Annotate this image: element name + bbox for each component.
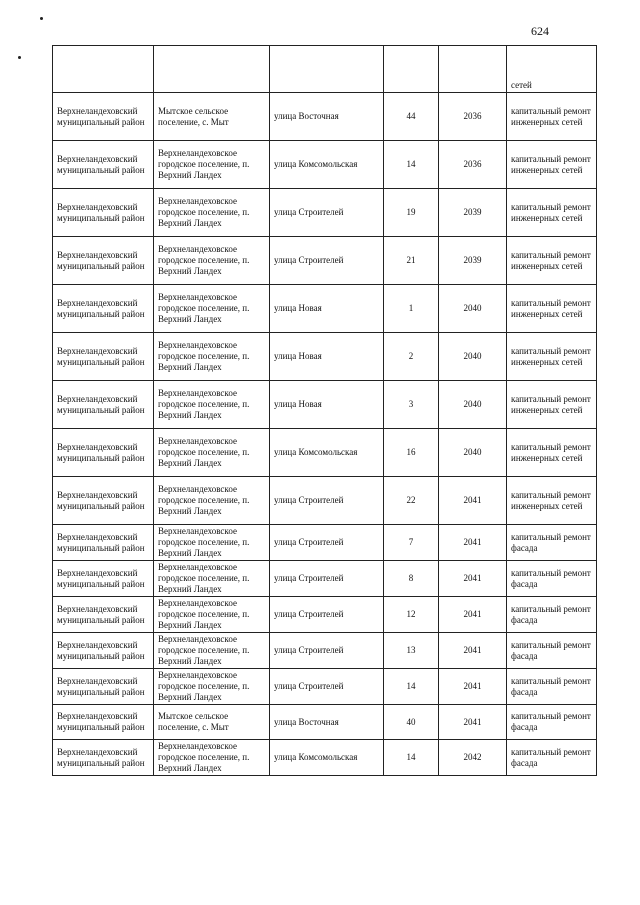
cell-year: 2041 bbox=[439, 633, 507, 669]
cell-work-type: капитальный ремонт фасада bbox=[507, 561, 597, 597]
cell-settlement: Мытское сельское поселение, с. Мыт bbox=[154, 93, 270, 141]
cell-street: улица Восточная bbox=[270, 93, 384, 141]
cell-district: Верхнеландеховский муниципальный район bbox=[53, 477, 154, 525]
cell-house-number: 13 bbox=[384, 633, 439, 669]
cell-settlement: Верхнеландеховское городское поселение, п. Верхний Ландех bbox=[154, 561, 270, 597]
cell-house-number: 8 bbox=[384, 561, 439, 597]
cell-settlement: Верхнеландеховское городское поселение, п. Верхний Ландех bbox=[154, 381, 270, 429]
cell-street: улица Восточная bbox=[270, 705, 384, 740]
table-row bbox=[53, 333, 597, 381]
cell-house-number: 14 bbox=[384, 740, 439, 776]
table-row bbox=[53, 237, 597, 285]
cell-year: 2041 bbox=[439, 705, 507, 740]
cell-work-type: капитальный ремонт фасада bbox=[507, 525, 597, 561]
cell-year: 2040 bbox=[439, 333, 507, 381]
cell-street: улица Новая bbox=[270, 333, 384, 381]
cell-house-number: 1 bbox=[384, 285, 439, 333]
cell-district: Верхнеландеховский муниципальный район bbox=[53, 381, 154, 429]
cell-house-number: 14 bbox=[384, 669, 439, 705]
table-row bbox=[53, 141, 597, 189]
table-row bbox=[53, 561, 597, 597]
cell-year: 2041 bbox=[439, 561, 507, 597]
table-row bbox=[53, 189, 597, 237]
cell-settlement: Верхнеландеховское городское поселение, п. Верхний Ландех bbox=[154, 525, 270, 561]
cell-settlement: Верхнеландеховское городское поселение, п. Верхний Ландех bbox=[154, 237, 270, 285]
cell-district bbox=[53, 46, 154, 93]
cell-year: 2042 bbox=[439, 740, 507, 776]
cell-settlement: Верхнеландеховское городское поселение, п. Верхний Ландех bbox=[154, 597, 270, 633]
cell-house-number: 14 bbox=[384, 141, 439, 189]
cell-year: 2036 bbox=[439, 93, 507, 141]
cell-work-type: капитальный ремонт инженерных сетей bbox=[507, 477, 597, 525]
cell-street: улица Строителей bbox=[270, 633, 384, 669]
cell-district: Верхнеландеховский муниципальный район bbox=[53, 633, 154, 669]
cell-work-type: капитальный ремонт фасада bbox=[507, 597, 597, 633]
cell-year: 2036 bbox=[439, 141, 507, 189]
cell-work-type: капитальный ремонт инженерных сетей bbox=[507, 381, 597, 429]
cell-year: 2040 bbox=[439, 285, 507, 333]
table-row bbox=[53, 633, 597, 669]
cell-street: улица Комсомольская bbox=[270, 429, 384, 477]
cell-work-type: капитальный ремонт фасада bbox=[507, 669, 597, 705]
cell-settlement: Мытское сельское поселение, с. Мыт bbox=[154, 705, 270, 740]
cell-work-type: капитальный ремонт инженерных сетей bbox=[507, 333, 597, 381]
cell-settlement bbox=[154, 46, 270, 93]
cell-settlement: Верхнеландеховское городское поселение, п. Верхний Ландех bbox=[154, 740, 270, 776]
table-row bbox=[53, 429, 597, 477]
cell-street: улица Строителей bbox=[270, 597, 384, 633]
cell-street: улица Новая bbox=[270, 381, 384, 429]
table-row bbox=[53, 525, 597, 561]
table-row bbox=[53, 285, 597, 333]
cell-district: Верхнеландеховский муниципальный район bbox=[53, 561, 154, 597]
cell-settlement: Верхнеландеховское городское поселение, п. Верхний Ландех bbox=[154, 477, 270, 525]
table-row bbox=[53, 740, 597, 776]
cell-street: улица Строителей bbox=[270, 669, 384, 705]
cell-work-type: капитальный ремонт фасада bbox=[507, 705, 597, 740]
cell-street: улица Строителей bbox=[270, 237, 384, 285]
cell-work-type: капитальный ремонт фасада bbox=[507, 633, 597, 669]
cell-year bbox=[439, 46, 507, 93]
cell-street: улица Строителей bbox=[270, 561, 384, 597]
cell-district: Верхнеландеховский муниципальный район bbox=[53, 597, 154, 633]
scan-speck bbox=[40, 17, 43, 20]
cell-year: 2039 bbox=[439, 189, 507, 237]
cell-street: улица Комсомольская bbox=[270, 740, 384, 776]
cell-work-type: капитальный ремонт инженерных сетей bbox=[507, 189, 597, 237]
cell-work-type: капитальный ремонт инженерных сетей bbox=[507, 237, 597, 285]
cell-year: 2039 bbox=[439, 237, 507, 285]
cell-work-type: капитальный ремонт инженерных сетей bbox=[507, 93, 597, 141]
cell-house-number: 21 bbox=[384, 237, 439, 285]
cell-year: 2040 bbox=[439, 429, 507, 477]
cell-settlement: Верхнеландеховское городское поселение, п. Верхний Ландех bbox=[154, 285, 270, 333]
cell-house-number: 2 bbox=[384, 333, 439, 381]
scan-speck bbox=[18, 56, 21, 59]
table-row bbox=[53, 705, 597, 740]
cell-settlement: Верхнеландеховское городское поселение, п. Верхний Ландех bbox=[154, 333, 270, 381]
cell-street: улица Строителей bbox=[270, 189, 384, 237]
cell-house-number: 44 bbox=[384, 93, 439, 141]
cell-house-number: 22 bbox=[384, 477, 439, 525]
cell-work-type: капитальный ремонт инженерных сетей bbox=[507, 141, 597, 189]
repair-schedule-table bbox=[52, 45, 597, 776]
cell-street: улица Новая bbox=[270, 285, 384, 333]
cell-settlement: Верхнеландеховское городское поселение, п. Верхний Ландех bbox=[154, 633, 270, 669]
cell-house-number bbox=[384, 46, 439, 93]
cell-district: Верхнеландеховский муниципальный район bbox=[53, 237, 154, 285]
cell-settlement: Верхнеландеховское городское поселение, п. Верхний Ландех bbox=[154, 429, 270, 477]
table-row-continuation bbox=[53, 46, 597, 93]
cell-street: улица Комсомольская bbox=[270, 141, 384, 189]
table-row bbox=[53, 597, 597, 633]
cell-district: Верхнеландеховский муниципальный район bbox=[53, 93, 154, 141]
cell-year: 2041 bbox=[439, 477, 507, 525]
cell-district: Верхнеландеховский муниципальный район bbox=[53, 285, 154, 333]
cell-year: 2041 bbox=[439, 597, 507, 633]
cell-district: Верхнеландеховский муниципальный район bbox=[53, 705, 154, 740]
cell-year: 2041 bbox=[439, 669, 507, 705]
cell-year: 2041 bbox=[439, 525, 507, 561]
cell-house-number: 3 bbox=[384, 381, 439, 429]
cell-house-number: 12 bbox=[384, 597, 439, 633]
cell-work-type: капитальный ремонт фасада bbox=[507, 740, 597, 776]
cell-district: Верхнеландеховский муниципальный район bbox=[53, 740, 154, 776]
cell-district: Верхнеландеховский муниципальный район bbox=[53, 333, 154, 381]
cell-settlement: Верхнеландеховское городское поселение, п. Верхний Ландех bbox=[154, 141, 270, 189]
cell-settlement: Верхнеландеховское городское поселение, п. Верхний Ландех bbox=[154, 669, 270, 705]
cell-settlement: Верхнеландеховское городское поселение, п. Верхний Ландех bbox=[154, 189, 270, 237]
cell-district: Верхнеландеховский муниципальный район bbox=[53, 429, 154, 477]
cell-work-type: капитальный ремонт инженерных сетей bbox=[507, 429, 597, 477]
cell-house-number: 40 bbox=[384, 705, 439, 740]
cell-work-type: сетей bbox=[507, 46, 597, 93]
cell-district: Верхнеландеховский муниципальный район bbox=[53, 189, 154, 237]
table-row bbox=[53, 93, 597, 141]
cell-house-number: 7 bbox=[384, 525, 439, 561]
cell-work-type: капитальный ремонт инженерных сетей bbox=[507, 285, 597, 333]
cell-year: 2040 bbox=[439, 381, 507, 429]
cell-street: улица Строителей bbox=[270, 477, 384, 525]
table-row bbox=[53, 477, 597, 525]
cell-district: Верхнеландеховский муниципальный район bbox=[53, 141, 154, 189]
table-row bbox=[53, 669, 597, 705]
table-row bbox=[53, 381, 597, 429]
cell-district: Верхнеландеховский муниципальный район bbox=[53, 669, 154, 705]
cell-street bbox=[270, 46, 384, 93]
page-number: 624 bbox=[531, 24, 549, 38]
cell-district: Верхнеландеховский муниципальный район bbox=[53, 525, 154, 561]
cell-house-number: 19 bbox=[384, 189, 439, 237]
cell-house-number: 16 bbox=[384, 429, 439, 477]
cell-street: улица Строителей bbox=[270, 525, 384, 561]
